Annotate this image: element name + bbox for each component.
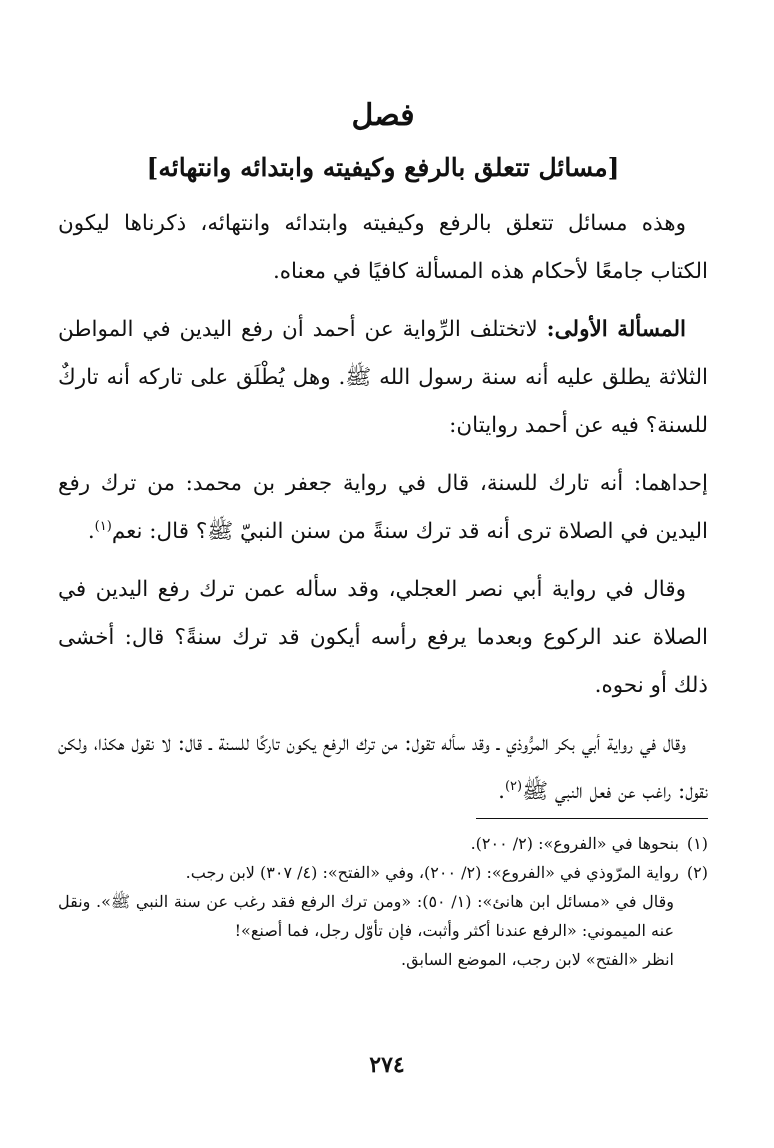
narration-two-paragraph [58,566,708,710]
footnote-divider [476,818,708,819]
footnote-2-line-3: انظر «الفتح» لابن رجب، الموضع السابق. [401,950,674,969]
narration-three-text: وقال في رواية أبي بكر المرُّوذي ـ وقد سأله تقول: من ترك الرفع يكون تاركًا للسنة ـ قال: لا نقول هكذا، ولكن نقول: راغب عن فعل النبي ﷺ [58,731,708,804]
narration-one-text: إحداهما: أنه تارك للسنة، قال في رواية جعفر بن محمد: من ترك رفع اليدين في الصلاة ترى أنه قد ترك سنةً من سنن النبيّ ﷺ؟ قال: نعم [58,471,708,544]
footnote-2 [58,858,708,887]
footnote-1-text: بنحوها في «الفروع»: (٢/ ٢٠٠). [470,834,679,853]
footnote-ref-1[interactable]: (١) [94,518,112,534]
narration-one-paragraph [58,460,708,556]
section-title: [مسائل تتعلق بالرفع وكيفيته وابتدائه وانتهائه] [146,153,620,182]
issue-one-text: لاتختلف الرِّواية عن أحمد أن رفع اليدين في المواطن الثلاثة يطلق عليه أنه سنة رسول الله ﷺ. وهل يُطْلَق على تاركه أنه تاركٌ للسنة؟ فيه عن أحمد روايتان: [58,317,708,438]
issue-one-paragraph [58,306,708,450]
footnote-2-line-2: وقال في «مسائل ابن هانئ»: (١/ ٥٠): «ومن ترك الرفع فقد رغب عن سنة النبي ﷺ». ونقل عنه الميموني: «الرفع عندنا أكثر وأثبت، فإن تأوّل رجل، فما أصنع»! [58,892,674,940]
narration-two-text: وقال في رواية أبي نصر العجلي، وقد سأله عمن ترك رفع اليدين في الصلاة عند الركوع وبعدما يرفع رأسه أيكون قد ترك سنةً؟ قال: أخشى ذلك أو نحوه. [58,577,708,698]
footnote-2-continued [58,887,708,945]
chapter-title: فصل [351,98,415,133]
footnote-1-number: (١) [686,834,708,853]
issue-one-lead: المسألة الأولى: [546,317,686,342]
narration-one-end: . [87,519,95,544]
page-body [58,96,708,826]
intro-text: وهذه مسائل تتعلق بالرفع وكيفيته وابتدائه وانتهائه، ذكرناها ليكون الكتاب جامعًا لأحكام هذه المسألة كافيًا في معناه. [58,211,708,284]
footnotes [58,818,708,974]
footnote-ref-2[interactable]: (٢) [504,778,523,794]
narration-three-end: . [498,779,505,804]
intro-paragraph [58,200,708,296]
narration-three-paragraph [58,720,708,816]
footnote-2-continued-2 [58,945,708,974]
footnote-2-number: (٢) [686,863,708,882]
page-number: ٢٧٤ [369,1052,405,1078]
footnote-1 [58,829,708,858]
footnote-2-line-1: رواية المرّوذي في «الفروع»: (٢/ ٢٠٠)، وفي «الفتح»: (٤/ ٣٠٧) لابن رجب. [185,863,679,882]
